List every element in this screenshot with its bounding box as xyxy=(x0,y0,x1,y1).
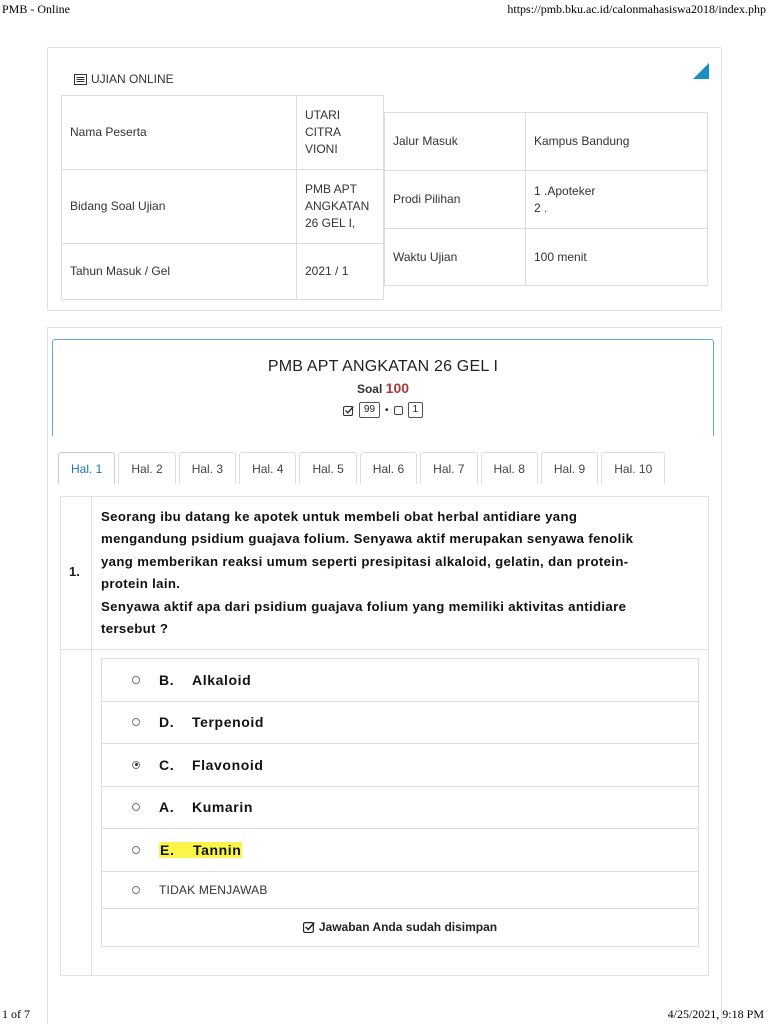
radio-button[interactable] xyxy=(132,676,140,684)
tab-hal-10[interactable]: Hal. 10 xyxy=(601,452,665,484)
check-square-icon xyxy=(303,921,315,933)
option-d[interactable] xyxy=(102,702,698,745)
separator-dot: • xyxy=(385,404,389,416)
tab-hal-6[interactable]: Hal. 6 xyxy=(360,452,417,484)
tab-hal-5[interactable]: Hal. 5 xyxy=(299,452,356,484)
tab-hal-1[interactable]: Hal. 1 xyxy=(58,452,115,484)
question-count: Soal 100 xyxy=(356,380,410,396)
info-value: PMB APT ANGKATAN 26 GEL I, xyxy=(297,170,384,244)
info-value: Kampus Bandung xyxy=(526,113,708,171)
check-square-icon xyxy=(343,405,354,416)
saved-status xyxy=(102,909,698,946)
participant-info-table xyxy=(61,95,384,300)
tab-hal-3[interactable]: Hal. 3 xyxy=(179,452,236,484)
option-label: TIDAK MENJAWAB xyxy=(159,882,268,897)
square-icon xyxy=(394,406,403,415)
info-label: Waktu Ujian xyxy=(385,229,526,286)
answered-count: 99 xyxy=(359,402,380,418)
saved-message: Jawaban Anda sudah disimpan xyxy=(318,920,498,934)
option-label: C. Flavonoid xyxy=(159,756,264,773)
tab-hal-4[interactable]: Hal. 4 xyxy=(239,452,296,484)
option-no-answer[interactable] xyxy=(102,872,698,909)
print-datetime: 4/25/2021, 9:18 PM xyxy=(667,1007,764,1021)
radio-button[interactable] xyxy=(132,718,140,726)
tab-hal-8[interactable]: Hal. 8 xyxy=(481,452,538,484)
info-value: UTARI CITRA VIONI xyxy=(297,96,384,170)
info-label: Jalur Masuk xyxy=(385,113,526,171)
browser-page-title: PMB - Online xyxy=(2,2,71,16)
info-value: 100 menit xyxy=(526,229,708,286)
question-number: 1. xyxy=(69,564,80,579)
unanswered-count: 1 xyxy=(408,402,424,418)
info-label: Nama Peserta xyxy=(62,96,297,170)
info-label: Tahun Masuk / Gel xyxy=(62,244,297,300)
panel-title-text: UJIAN ONLINE xyxy=(91,72,174,86)
info-label: Bidang Soal Ujian xyxy=(62,170,297,244)
page-indicator: 1 of 7 xyxy=(2,1007,30,1021)
question-text: Seorang ibu datang ke apotek untuk membeli obat herbal antidiare yang mengandung psidium guajava folium. Senyawa aktif merupakan senyawa fenolik yang memberikan reaksi umum seperti presipitasi alkaloid, gelatin, dan protein- protein lain. Senyawa aktif apa dari psidium guajava folium yang memiliki aktivitas antidiare tersebut ? xyxy=(101,509,634,637)
tab-hal-2[interactable]: Hal. 2 xyxy=(118,452,175,484)
panel-title xyxy=(74,72,174,86)
list-icon xyxy=(74,74,87,85)
radio-button[interactable] xyxy=(132,886,140,894)
option-c[interactable] xyxy=(102,744,698,787)
option-label: B. Alkaloid xyxy=(159,671,252,688)
corner-toggle-icon[interactable] xyxy=(693,63,709,79)
option-label: D. Terpenoid xyxy=(159,714,265,731)
option-b[interactable] xyxy=(102,659,698,702)
info-value: 2021 / 1 xyxy=(297,244,384,300)
info-value: 1 .Apoteker 2 . xyxy=(526,171,708,229)
tab-hal-7[interactable]: Hal. 7 xyxy=(420,452,477,484)
browser-url: https://pmb.bku.ac.id/calonmahasiswa2018/index.php xyxy=(507,2,766,16)
info-label: Prodi Pilihan xyxy=(385,171,526,229)
tab-hal-9[interactable]: Hal. 9 xyxy=(541,452,598,484)
question-count-value: 100 xyxy=(385,380,410,396)
exam-header xyxy=(52,339,714,436)
option-e[interactable] xyxy=(102,829,698,872)
divider xyxy=(60,649,709,650)
radio-button-selected[interactable] xyxy=(132,761,140,769)
answer-options xyxy=(101,658,699,947)
program-info-table xyxy=(384,112,708,286)
answer-status xyxy=(53,402,713,418)
option-label: A. Kumarin xyxy=(159,799,253,816)
page-tabs xyxy=(58,452,665,484)
exam-title: PMB APT ANGKATAN 26 GEL I xyxy=(267,358,499,375)
option-label-highlighted: E. Tannin xyxy=(160,841,242,858)
radio-button[interactable] xyxy=(132,803,140,811)
radio-button[interactable] xyxy=(132,846,140,854)
option-a[interactable] xyxy=(102,787,698,830)
